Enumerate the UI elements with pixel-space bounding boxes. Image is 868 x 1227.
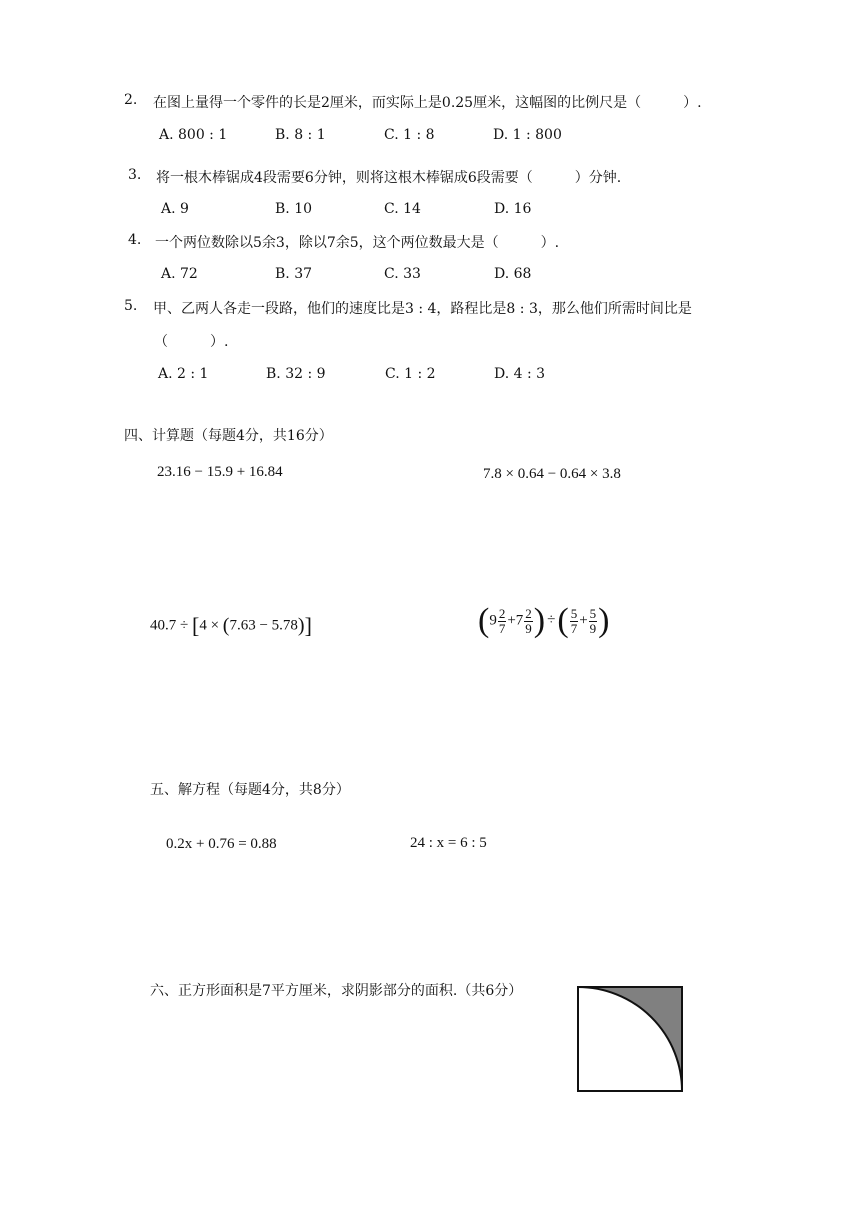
expr3-inner: 7.63 − 5.78 [229, 617, 298, 634]
question-2-option-c: C. 1 : 8 [384, 127, 435, 143]
expr4-numerator-4: 5 [589, 605, 597, 621]
question-2-option-a: A. 800 : 1 [159, 127, 228, 143]
question-3-option-c: C. 14 [384, 201, 421, 217]
expr4-numerator-3: 5 [570, 605, 578, 621]
calc-expression-1: 23.16 − 15.9 + 16.84 [157, 464, 283, 480]
expr4-denominator-3: 7 [570, 620, 578, 636]
question-4-number: 4. [128, 232, 142, 248]
expr3-right-bracket: ] [304, 613, 312, 638]
expr4-numerator-2: 2 [525, 605, 532, 621]
expr4-whole-1: 9 [489, 612, 497, 629]
section-4-title: 四、计算题（每题4分，共16分） [124, 428, 333, 444]
question-5-option-a: A. 2 : 1 [158, 366, 209, 382]
expr4-denominator-4: 9 [589, 620, 597, 636]
question-5-text-line2: （ ）. [154, 334, 229, 350]
expr4-fraction-1 [498, 607, 507, 636]
question-4-option-d: D. 68 [494, 266, 532, 282]
question-2-option-b: B. 8 : 1 [275, 127, 326, 143]
question-2-number: 2. [124, 92, 138, 108]
expr3-left-paren: ( [222, 614, 230, 637]
calc-expression-4 [478, 604, 609, 638]
calc-expression-2: 7.8 × 0.64 − 0.64 × 3.8 [483, 466, 621, 482]
calc-expression-3 [150, 613, 312, 639]
question-3-number: 3. [128, 167, 142, 183]
expr4-right-paren-2: ) [598, 602, 610, 639]
expr3-left-bracket: [ [191, 613, 200, 638]
expr4-divide: ÷ [547, 612, 556, 629]
expr4-left-paren-2: ( [557, 602, 569, 639]
question-5-option-d: D. 4 : 3 [494, 366, 546, 382]
section-6-title: 六、正方形面积是7平方厘米，求阴影部分的面积.（共6分） [150, 983, 523, 999]
question-4-option-a: A. 72 [161, 266, 198, 282]
expr3-right-paren: ) [297, 614, 305, 637]
question-2-text: 在图上量得一个零件的长是2厘米，而实际上是0.25厘米，这幅图的比例尺是（ ）. [153, 95, 702, 111]
question-4-text: 一个两位数除以5余3，除以7余5，这个两位数最大是（ ）. [155, 235, 560, 251]
question-2-option-d: D. 1 : 800 [493, 127, 562, 143]
question-3-option-d: D. 16 [494, 201, 532, 217]
question-3-option-a: A. 9 [161, 201, 189, 217]
expr4-denominator-2: 9 [525, 620, 532, 636]
expr3-part-c: 4 × [199, 617, 223, 634]
question-5-option-b: B. 32 : 9 [266, 366, 326, 382]
expr4-plus-2: + [579, 612, 588, 629]
expr4-numerator-1: 2 [498, 605, 506, 621]
expr3-part-a: 40.7 ÷ [150, 617, 192, 634]
expr4-whole-2: 7 [515, 612, 524, 629]
expr4-plus-1: + [507, 612, 516, 629]
question-5-text: 甲、乙两人各走一段路，他们的速度比是3 : 4，路程比是8 : 3，那么他们所需时间比是 [153, 301, 692, 317]
question-5-number: 5. [124, 298, 138, 314]
question-3-option-b: B. 10 [275, 201, 313, 217]
shaded-square-figure [576, 985, 684, 1093]
expr4-left-paren: ( [478, 602, 490, 639]
question-4-option-b: B. 37 [275, 266, 313, 282]
expr4-fraction-2 [524, 607, 533, 636]
question-3-text: 将一根木棒锯成4段需要6分钟，则将这根木棒锯成6段需要（ ）分钟. [156, 170, 622, 186]
expr4-fraction-4 [589, 607, 598, 636]
section-5-title: 五、解方程（每题4分，共8分） [150, 782, 350, 798]
equation-2: 24 : x = 6 : 5 [410, 835, 487, 851]
expr4-denominator-1: 7 [498, 620, 506, 636]
question-4-option-c: C. 33 [384, 266, 421, 282]
question-5-option-c: C. 1 : 2 [385, 366, 436, 382]
equation-1: 0.2x + 0.76 = 0.88 [166, 836, 277, 852]
expr4-right-paren: ) [533, 602, 546, 639]
expr4-fraction-3 [570, 607, 579, 636]
